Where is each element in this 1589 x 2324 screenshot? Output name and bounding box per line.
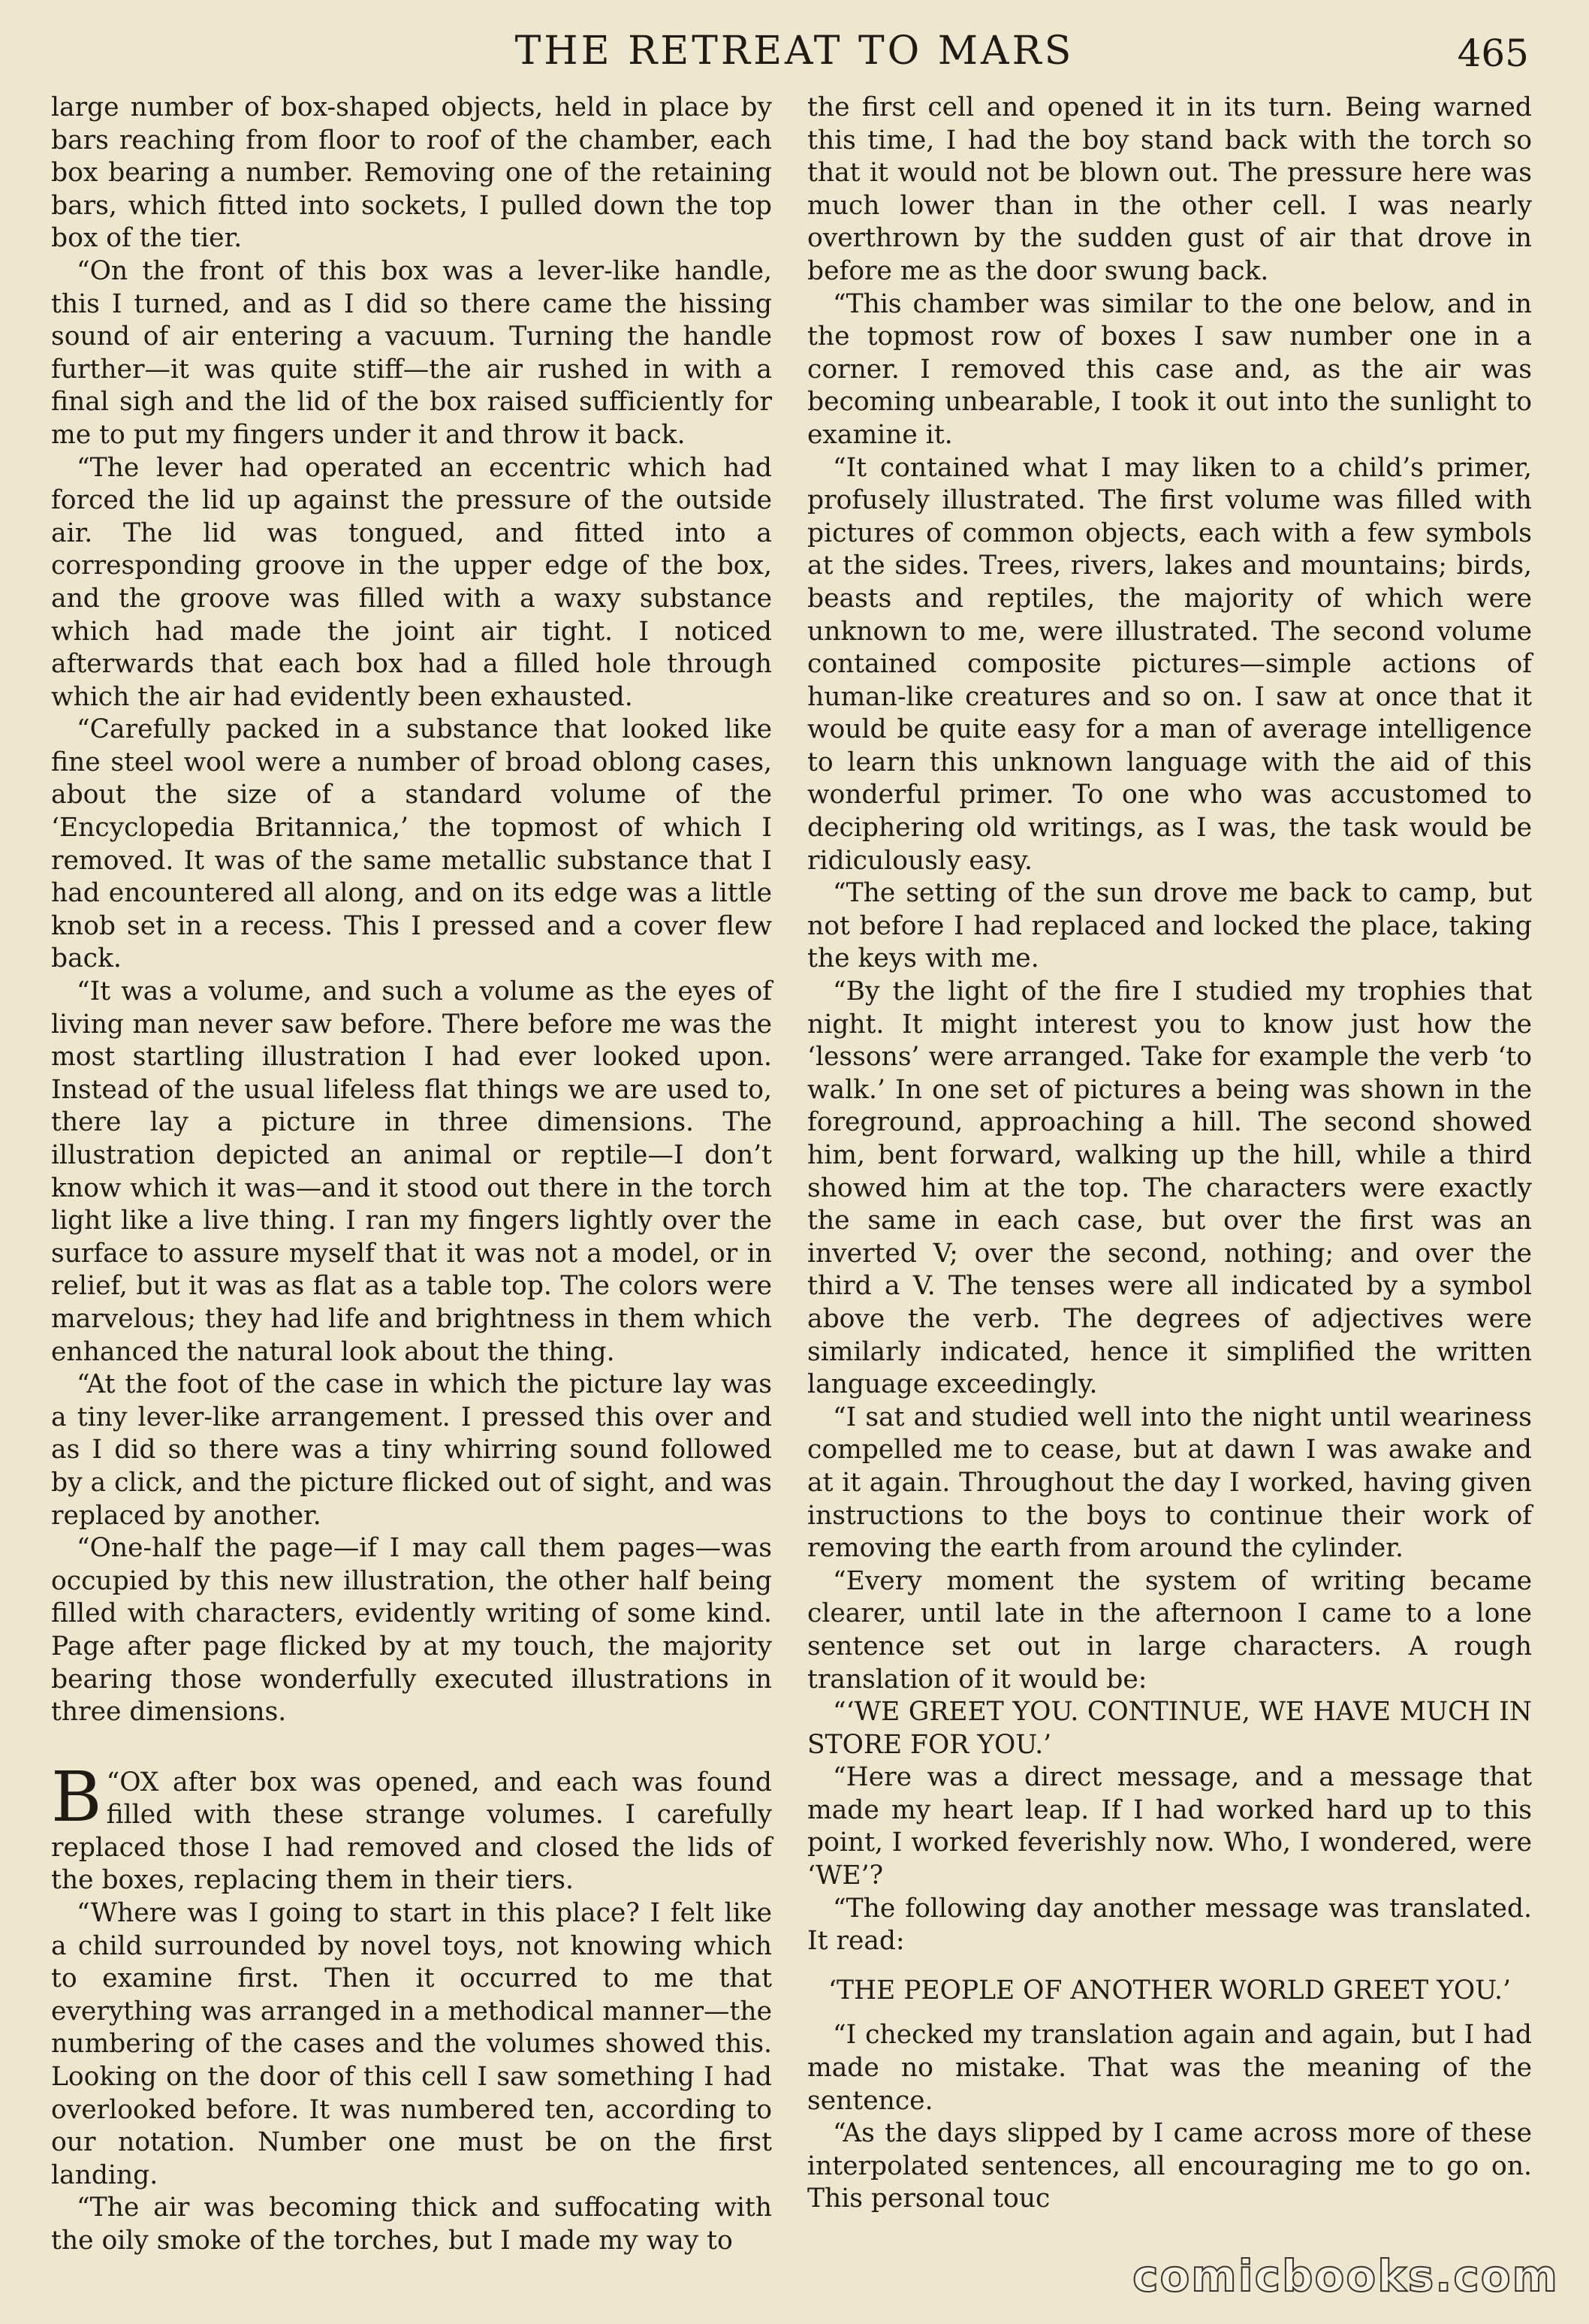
paragraph: “Here was a direct message, and a message that made my heart leap. If I had worked hard up to this point, I worked feverishly now. Who, I wondered, were ‘WE’?	[807, 1762, 1532, 1891]
paragraph: “This chamber was similar to the one below, and in the topmost row of boxes I saw number one in a corner. I removed this case and, as the air was becoming unbearable, I took it out into the sunlight to examine it.	[807, 288, 1532, 450]
paragraph: “It contained what I may liken to a child’s primer, profusely illustrated. The first volume was filled with pictures of common objects, each with a few symbols at the sides. Trees, rivers, lakes and mountains; birds, beasts and reptiles, the majority of which were unknown to me, were illustrated. The second volume contained composite pictures—simple actions of human-like creatures and so on. I saw at once that it would be quite easy for a man of average intelligence to learn this unknown language with the aid of this wonderful primer. To one who was accustomed to deciphering old writings, as I was, the task would be ridiculously easy.	[807, 452, 1532, 876]
site-watermark: comicbooks.com	[1132, 2250, 1559, 2301]
translated-message: “‘WE GREET YOU. CONTINUE, WE HAVE MUCH IN STORE FOR YOU.’	[807, 1697, 1532, 1760]
paragraph: “It was a volume, and such a volume as the eyes of living man never saw before. There before me was the most startling illustration I had ever looked upon. Instead of the usual lifeless flat things we are used to, there lay a picture in three dimensions. The illustration depicted an animal or reptile—I don’t know which it was—and it stood out there in the torch light like a live thing. I ran my fingers lightly over the surface to assure myself that it was not a model, or in relief, but it was as flat as a table top. The colors were marvelous; they had life and brightness in them which enhanced the natural look about the thing.	[51, 976, 772, 1367]
page-header	[0, 27, 1589, 80]
paragraph: “As the days slipped by I came across more of these interpolated sentences, all encouraging me to go on. This personal touc	[807, 2118, 1532, 2214]
paragraph: “The lever had operated an eccentric which had forced the lid up against the pressure of the outside air. The lid was tongued, and fitted into a corresponding groove in the upper edge of the box, and the groove was filled with a waxy substance which had made the joint air tight. I noticed afterwards that each box had a filled hole through which the air had evidently been exhausted.	[51, 452, 772, 712]
paragraph: large number of box-shaped objects, held in place by bars reaching from floor to roof of the chamber, each box bearing a number. Removing one of the retaining bars, which fitted into sockets, I pulled down the top box of the tier.	[51, 92, 772, 254]
open-quote: “	[106, 1767, 120, 1797]
page-number: 465	[1457, 32, 1529, 75]
paragraph: “I checked my translation again and again, but I had made no mistake. That was the meaning of the sentence.	[807, 2020, 1532, 2116]
section-break-text: OX after box was opened, and each was found filled with these strange volumes. I carefully replaced those I had removed and closed the lids of the boxes, replacing them in their tiers.	[51, 1767, 772, 1896]
right-column	[807, 92, 1532, 2216]
paragraph: “Where was I going to start in this place? I felt like a child surrounded by novel toys, not knowing which to examine first. Then it occurred to me that everything was arranged in a methodical manner—the numbering of the cases and the volumes showed this. Looking on the door of this cell I saw something I had overlooked before. It was numbered ten, according to our notation. Number one must be on the first landing.	[51, 1898, 772, 2190]
paragraph: “Carefully packed in a substance that looked like fine steel wool were a number of broad oblong cases, about the size of a standard volume of the ‘Encyclopedia Britannica,’ the topmost of which I removed. It was of the same metallic substance that I had encountered all along, and on its edge was a little knob set in a recess. This I pressed and a cover flew back.	[51, 714, 772, 974]
paragraph: “I sat and studied well into the night until weariness compelled me to cease, but at dawn I was awake and at it again. Throughout the day I worked, having given instructions to the boys to continue their work of removing the earth from around the cylinder.	[807, 1402, 1532, 1564]
paragraph: “The following day another message was translated. It read:	[807, 1893, 1532, 1957]
paragraph: “The setting of the sun drove me back to camp, but not before I had replaced and locked the place, taking the keys with me.	[807, 878, 1532, 974]
paragraph: “On the front of this box was a lever-like handle, this I turned, and as I did so there came the hissing sound of air entering a vacuum. Turning the handle further—it was quite stiff—the air rushed in with a final sigh and the lid of the box raised sufficiently for me to put my fingers under it and throw it back.	[51, 255, 772, 450]
paragraph: “At the foot of the case in which the picture lay was a tiny lever-like arrangement. I pressed this over and as I did so there was a tiny whirring sound followed by a click, and the picture flicked out of sight, and was replaced by another.	[51, 1369, 772, 1531]
drop-cap: B	[51, 1756, 102, 1837]
paragraph: “The air was becoming thick and suffocating with the oily smoke of the torches, but I made my way to	[51, 2193, 772, 2256]
paragraph: “One-half the page—if I may call them pages—was occupied by this new illustration, the other half being filled with characters, evidently writing of some kind. Page after page flicked by at my touch, the majority bearing those wonderfully executed illustrations in three dimensions.	[51, 1533, 772, 1728]
paragraph: the first cell and opened it in its turn. Being warned this time, I had the boy stand back with the torch so that it would not be blown out. The pressure here was much lower than in the other cell. I was nearly overthrown by the sudden gust of air that drove in before me as the door swung back.	[807, 92, 1532, 286]
left-column	[51, 92, 772, 2258]
paragraph: “By the light of the fire I studied my trophies that night. It might interest you to know just how the ‘lessons’ were arranged. Take for example the verb ‘to walk.’ In one set of pictures a being was shown in the foreground, approaching a hill. The second showed him, bent forward, walking up the hill, while a third showed him at the top. The characters were exactly the same in each case, but over the first was an inverted V; over the second, nothing; and over the third a V. The tenses were all indicated by a symbol above the verb. The degrees of adjectives were similarly indicated, hence it simplified the written language exceedingly.	[807, 976, 1532, 1400]
paragraph: “Every moment the system of writing became clearer, until late in the afternoon I came to a lone sentence set out in large characters. A rough translation of it would be:	[807, 1565, 1532, 1695]
translated-message-centered: ‘THE PEOPLE OF ANOTHER WORLD GREET YOU.’	[828, 1975, 1511, 2006]
running-title: THE RETREAT TO MARS	[514, 29, 1075, 74]
section-break-paragraph	[51, 1756, 772, 1897]
